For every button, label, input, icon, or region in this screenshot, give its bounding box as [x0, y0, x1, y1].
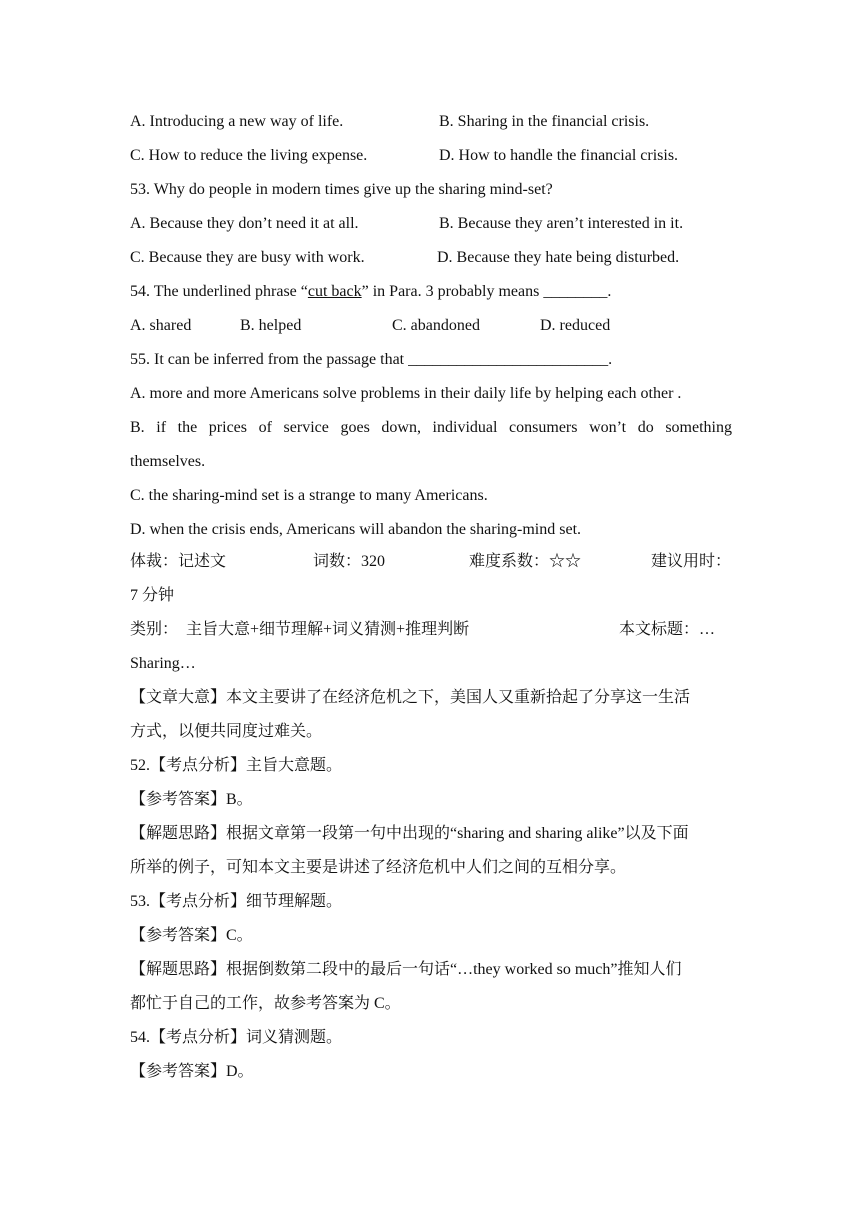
- answer-53-answer: 【参考答案】C。: [130, 927, 253, 944]
- summary-line-2: 方式，以便共同度过难关。: [130, 723, 323, 740]
- answer-54-point: 54.【考点分析】词义猜测题。: [130, 1029, 343, 1046]
- summary-line-1: 【文章大意】本文主要讲了在经济危机之下，美国人又重新拾起了分享这一生活: [130, 689, 691, 706]
- meta-genre: 体裁：记述文: [130, 553, 227, 570]
- q54-option-a: A. shared: [130, 317, 192, 334]
- q55-option-c: C. the sharing-mind set is a strange to many Americans.: [130, 487, 488, 504]
- answer-53-reason-line-2: 都忙于自己的工作，故参考答案为 C。: [130, 995, 401, 1012]
- answer-52-reason-line-1: 【解题思路】根据文章第一段第一句中出现的“sharing and sharing alike”以及下面: [130, 825, 689, 842]
- q53-option-d: D. Because they hate being disturbed.: [437, 249, 680, 266]
- q53-option-c: C. Because they are busy with work.: [130, 249, 365, 266]
- meta-title-label: 本文标题：…: [619, 621, 716, 638]
- meta-word-count: 词数：320: [313, 553, 386, 570]
- answer-53-reason-line-1: 【解题思路】根据倒数第二段中的最后一句话“…they worked so much”推知人们: [130, 961, 682, 978]
- q52-option-c: C. How to reduce the living expense.: [130, 147, 368, 164]
- q54-option-c: C. abandoned: [392, 317, 480, 334]
- answer-54-answer: 【参考答案】D。: [130, 1063, 254, 1080]
- q53-option-a: A. Because they don’t need it at all.: [130, 215, 359, 232]
- meta-title-value: Sharing…: [130, 655, 196, 672]
- q55-option-d: D. when the crisis ends, Americans will abandon the sharing-mind set.: [130, 521, 582, 538]
- q54-stem: [130, 282, 732, 302]
- q53-stem: 53. Why do people in modern times give up the sharing mind-set?: [130, 181, 553, 198]
- answer-53-point: 53.【考点分析】细节理解题。: [130, 893, 343, 910]
- answer-52-point: 52.【考点分析】主旨大意题。: [130, 757, 343, 774]
- meta-difficulty: 难度系数：☆☆: [469, 553, 582, 570]
- meta-category: 类别： 主旨大意+细节理解+词义猜测+推理判断: [130, 621, 470, 638]
- q52-option-b: B. Sharing in the financial crisis.: [439, 113, 650, 130]
- answer-52-reason-line-2: 所举的例子，可知本文主要是讲述了经济危机中人们之间的互相分享。: [130, 859, 627, 876]
- q54-option-d: D. reduced: [540, 317, 611, 334]
- meta-time-value: 7 分钟: [130, 587, 175, 604]
- q55-option-b-line-1: B. if the prices of service goes down, individual consumers won’t do something: [130, 419, 732, 436]
- q54-stem-before: 54. The underlined phrase “: [130, 283, 308, 300]
- answer-52-answer: 【参考答案】B。: [130, 791, 253, 808]
- q52-option-a: A. Introducing a new way of life.: [130, 113, 344, 130]
- q52-option-d: D. How to handle the financial crisis.: [439, 147, 679, 164]
- q55-stem: 55. It can be inferred from the passage that _________________________.: [130, 351, 613, 368]
- meta-time-label: 建议用时：: [651, 553, 732, 570]
- q54-stem-after: ” in Para. 3 probably means ________.: [361, 283, 612, 300]
- q54-option-b: B. helped: [240, 317, 302, 334]
- q55-option-b-line-2: themselves.: [130, 453, 206, 470]
- q53-option-b: B. Because they aren’t interested in it.: [439, 215, 684, 232]
- q54-underlined-phrase: cut back: [307, 283, 362, 300]
- q55-option-a: A. more and more Americans solve problems in their daily life by helping each other .: [130, 385, 682, 402]
